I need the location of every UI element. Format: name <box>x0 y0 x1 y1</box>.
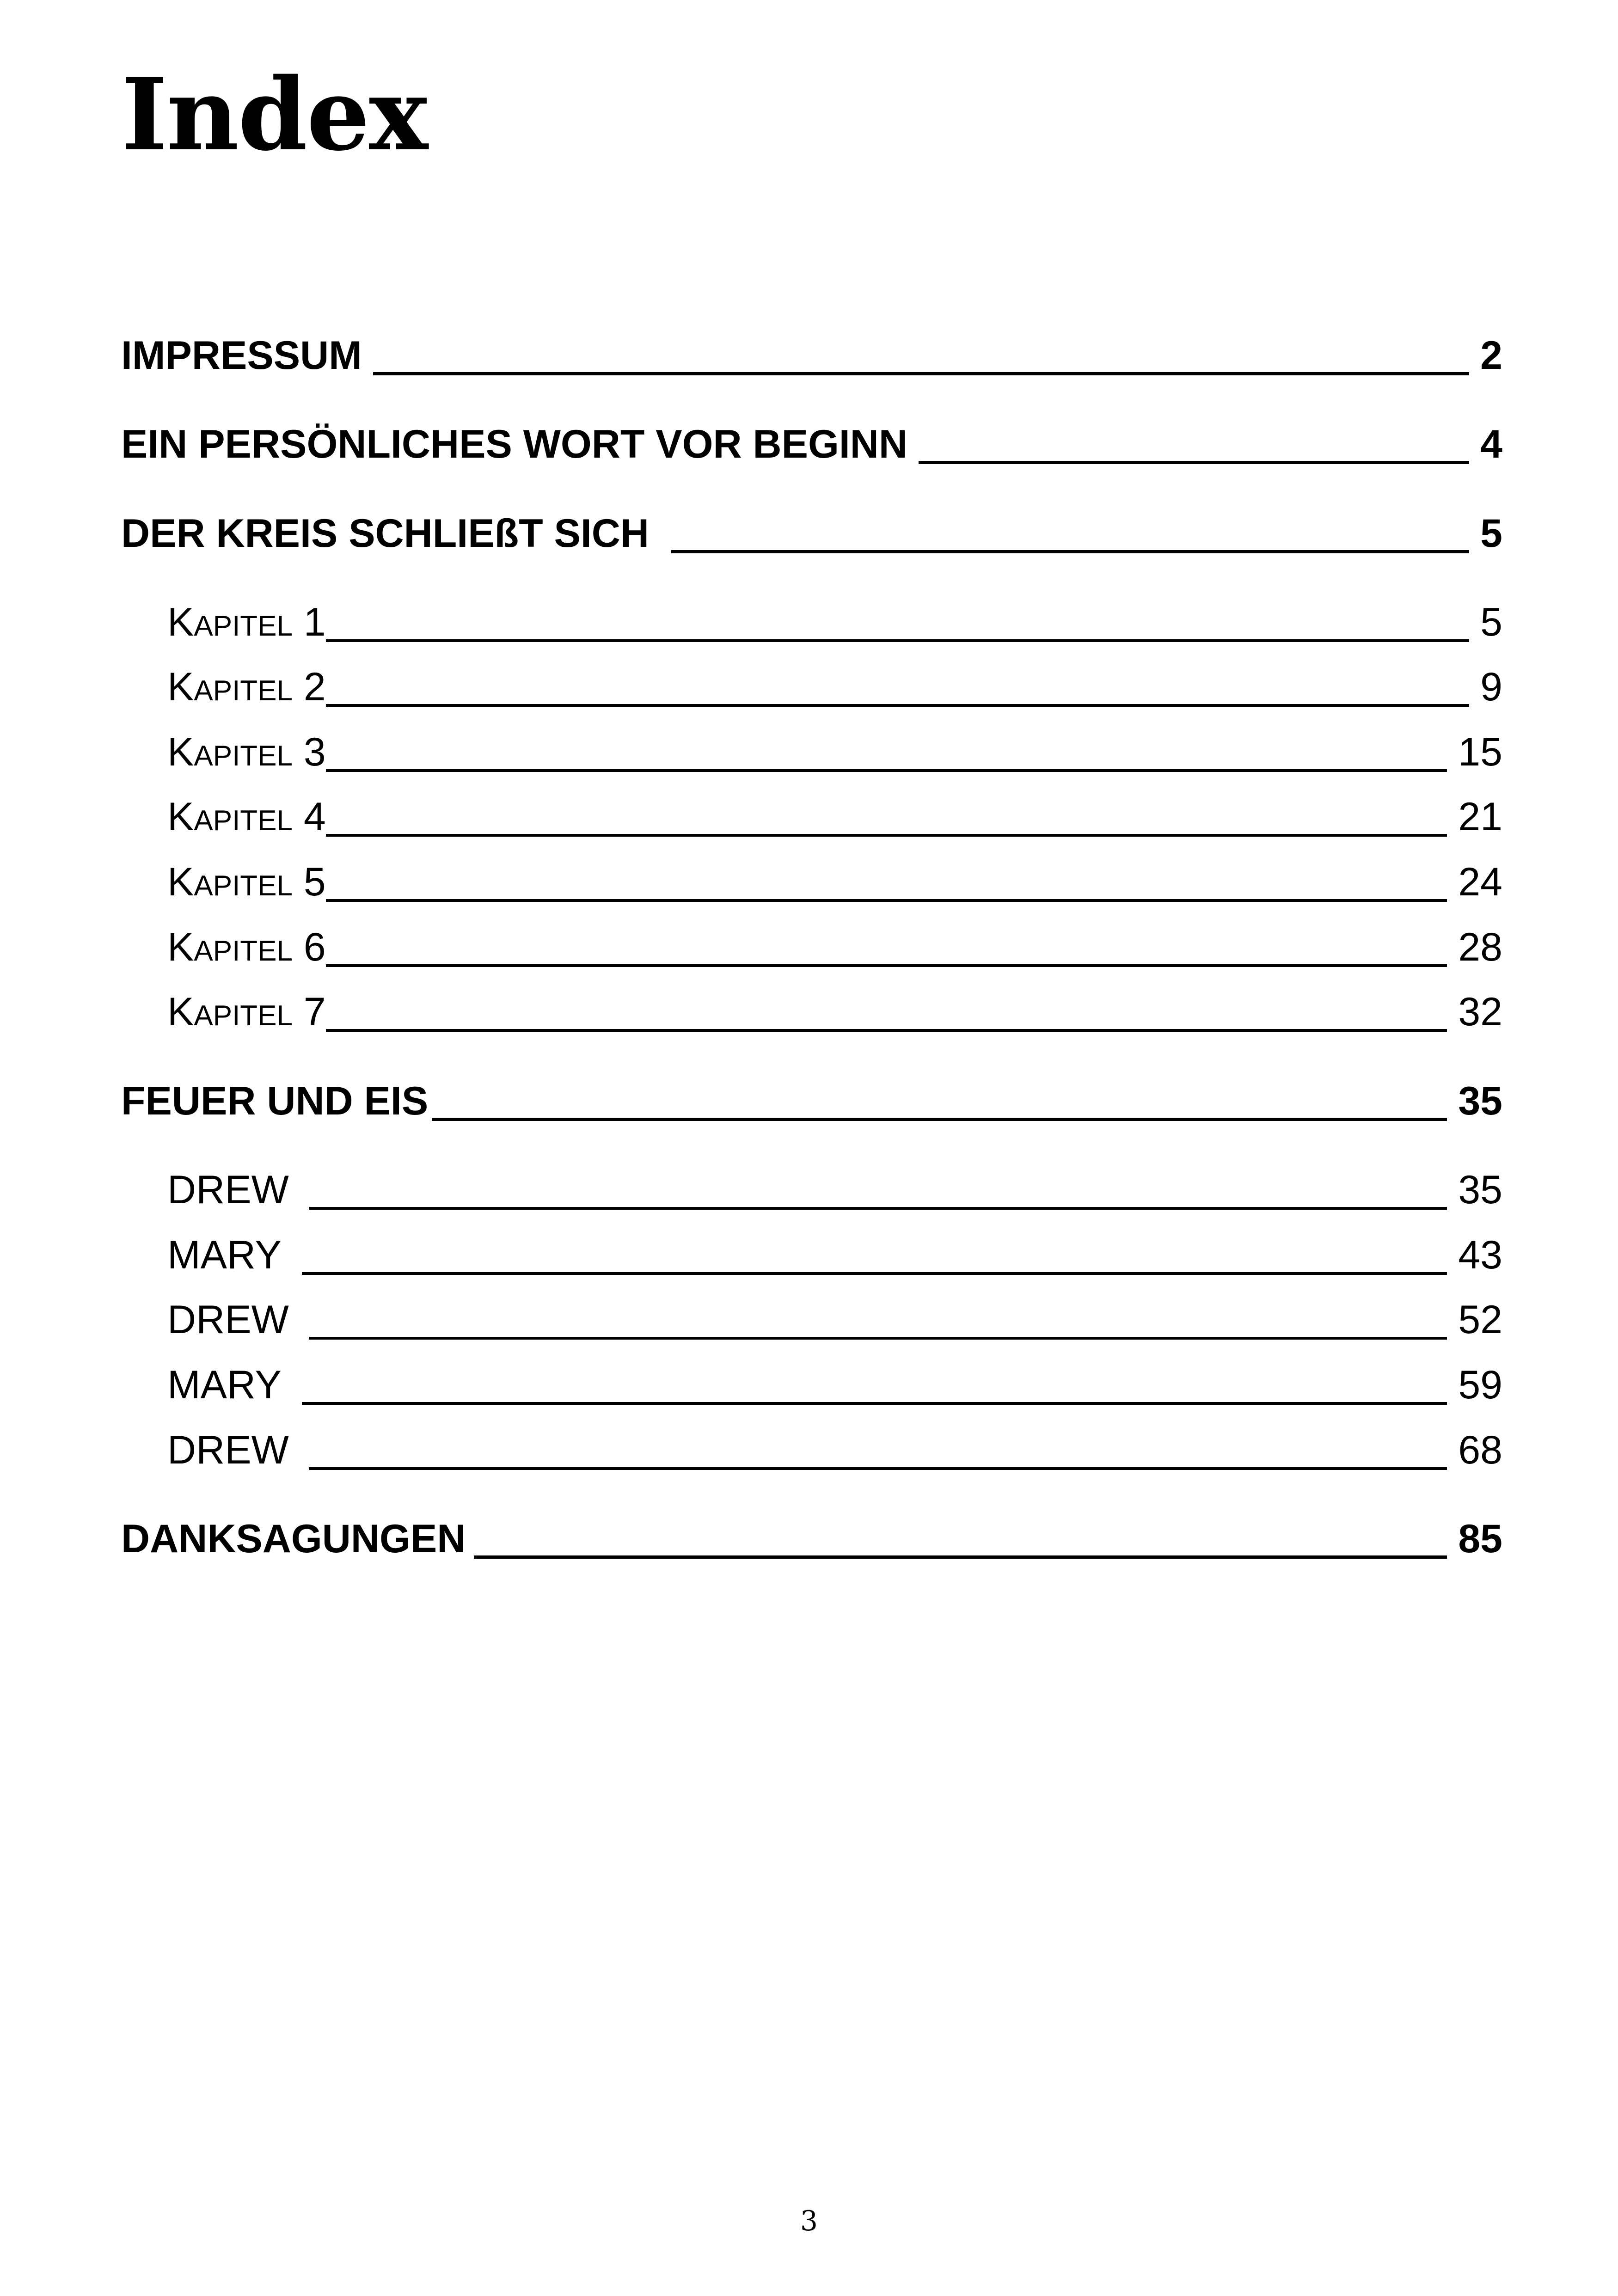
toc-entry-label: KAPITEL 6 <box>167 925 326 969</box>
toc-entry-kapitel-4[interactable] <box>167 794 1502 840</box>
toc-entry-mary[interactable] <box>167 1232 1502 1278</box>
toc-leader-line <box>326 964 1447 967</box>
toc-entry-page: 15 <box>1458 730 1502 774</box>
toc-leader-line <box>326 704 1469 707</box>
toc-entry-label: DANKSAGUNGEN <box>121 1517 466 1561</box>
toc-entry-page: 5 <box>1480 600 1502 644</box>
toc-leader-line <box>326 834 1447 837</box>
toc-leader-line <box>302 1272 1447 1275</box>
toc-entry-page: 35 <box>1458 1168 1502 1212</box>
toc-entry-page: 59 <box>1458 1363 1502 1407</box>
toc-entry-page: 35 <box>1458 1079 1502 1123</box>
toc-entry-label: KAPITEL 3 <box>167 730 326 774</box>
toc-entry-mary[interactable] <box>167 1362 1502 1408</box>
toc-entry-label: DER KREIS SCHLIEßT SICH <box>121 511 649 556</box>
toc-leader-line <box>326 769 1447 772</box>
toc-entry-label: MARY <box>167 1233 282 1277</box>
toc-entry-label: KAPITEL 7 <box>167 990 326 1034</box>
toc-leader-line <box>326 639 1469 642</box>
toc-leader-line <box>309 1337 1447 1340</box>
toc-entry-page: 43 <box>1458 1233 1502 1277</box>
toc-entry-page: 2 <box>1480 333 1502 378</box>
toc-leader-line <box>432 1118 1447 1121</box>
toc-entry-page: 4 <box>1480 422 1502 466</box>
toc-entry-feuer-und-eis[interactable] <box>121 1078 1502 1124</box>
toc-leader-line <box>373 372 1469 375</box>
toc-entry-der-kreis-schliesst-sich[interactable] <box>121 511 1502 557</box>
toc-leader-line <box>671 550 1469 553</box>
toc-entry-drew[interactable] <box>167 1427 1502 1473</box>
toc-entry-danksagungen[interactable] <box>121 1516 1502 1562</box>
toc-entry-page: 32 <box>1458 990 1502 1034</box>
toc-entry-label: IMPRESSUM <box>121 333 362 378</box>
toc-entry-page: 9 <box>1480 665 1502 709</box>
toc-entry-kapitel-5[interactable] <box>167 859 1502 905</box>
toc-entry-persoenliches-wort[interactable] <box>121 422 1502 467</box>
toc-entry-label: KAPITEL 2 <box>167 665 326 709</box>
toc-entry-kapitel-2[interactable] <box>167 664 1502 710</box>
toc-entry-label: KAPITEL 5 <box>167 860 326 904</box>
toc-entry-label: DREW <box>167 1428 289 1472</box>
toc-entry-label: KAPITEL 1 <box>167 600 326 644</box>
toc-leader-line <box>474 1555 1447 1559</box>
toc-leader-line <box>919 461 1469 464</box>
toc-entry-label: KAPITEL 4 <box>167 795 326 839</box>
toc-entry-drew[interactable] <box>167 1167 1502 1213</box>
toc-entry-impressum[interactable] <box>121 333 1502 379</box>
page-title: Index <box>121 56 428 173</box>
toc-entry-label: MARY <box>167 1363 282 1407</box>
toc-leader-line <box>309 1207 1447 1210</box>
toc-leader-line <box>326 1029 1447 1032</box>
toc-entry-page: 24 <box>1458 860 1502 904</box>
page-number: 3 <box>800 2205 818 2237</box>
toc-entry-page: 85 <box>1458 1517 1502 1561</box>
toc-leader-line <box>302 1402 1447 1405</box>
toc-entry-drew[interactable] <box>167 1297 1502 1343</box>
toc-entry-kapitel-1[interactable] <box>167 600 1502 645</box>
toc-leader-line <box>326 899 1447 902</box>
toc-entry-label: EIN PERSÖNLICHES WORT VOR BEGINN <box>121 422 908 466</box>
toc-entry-kapitel-3[interactable] <box>167 729 1502 775</box>
toc-entry-page: 68 <box>1458 1428 1502 1472</box>
toc-entry-kapitel-6[interactable] <box>167 925 1502 970</box>
toc-entry-page: 5 <box>1480 511 1502 556</box>
toc-entry-kapitel-7[interactable] <box>167 989 1502 1035</box>
toc-entry-page: 52 <box>1458 1298 1502 1342</box>
toc-entry-label: DREW <box>167 1168 289 1212</box>
toc-entry-page: 28 <box>1458 925 1502 969</box>
toc-entry-label: FEUER UND EIS <box>121 1079 429 1123</box>
toc-entry-page: 21 <box>1458 795 1502 839</box>
toc-leader-line <box>309 1467 1447 1470</box>
toc-entry-label: DREW <box>167 1298 289 1342</box>
